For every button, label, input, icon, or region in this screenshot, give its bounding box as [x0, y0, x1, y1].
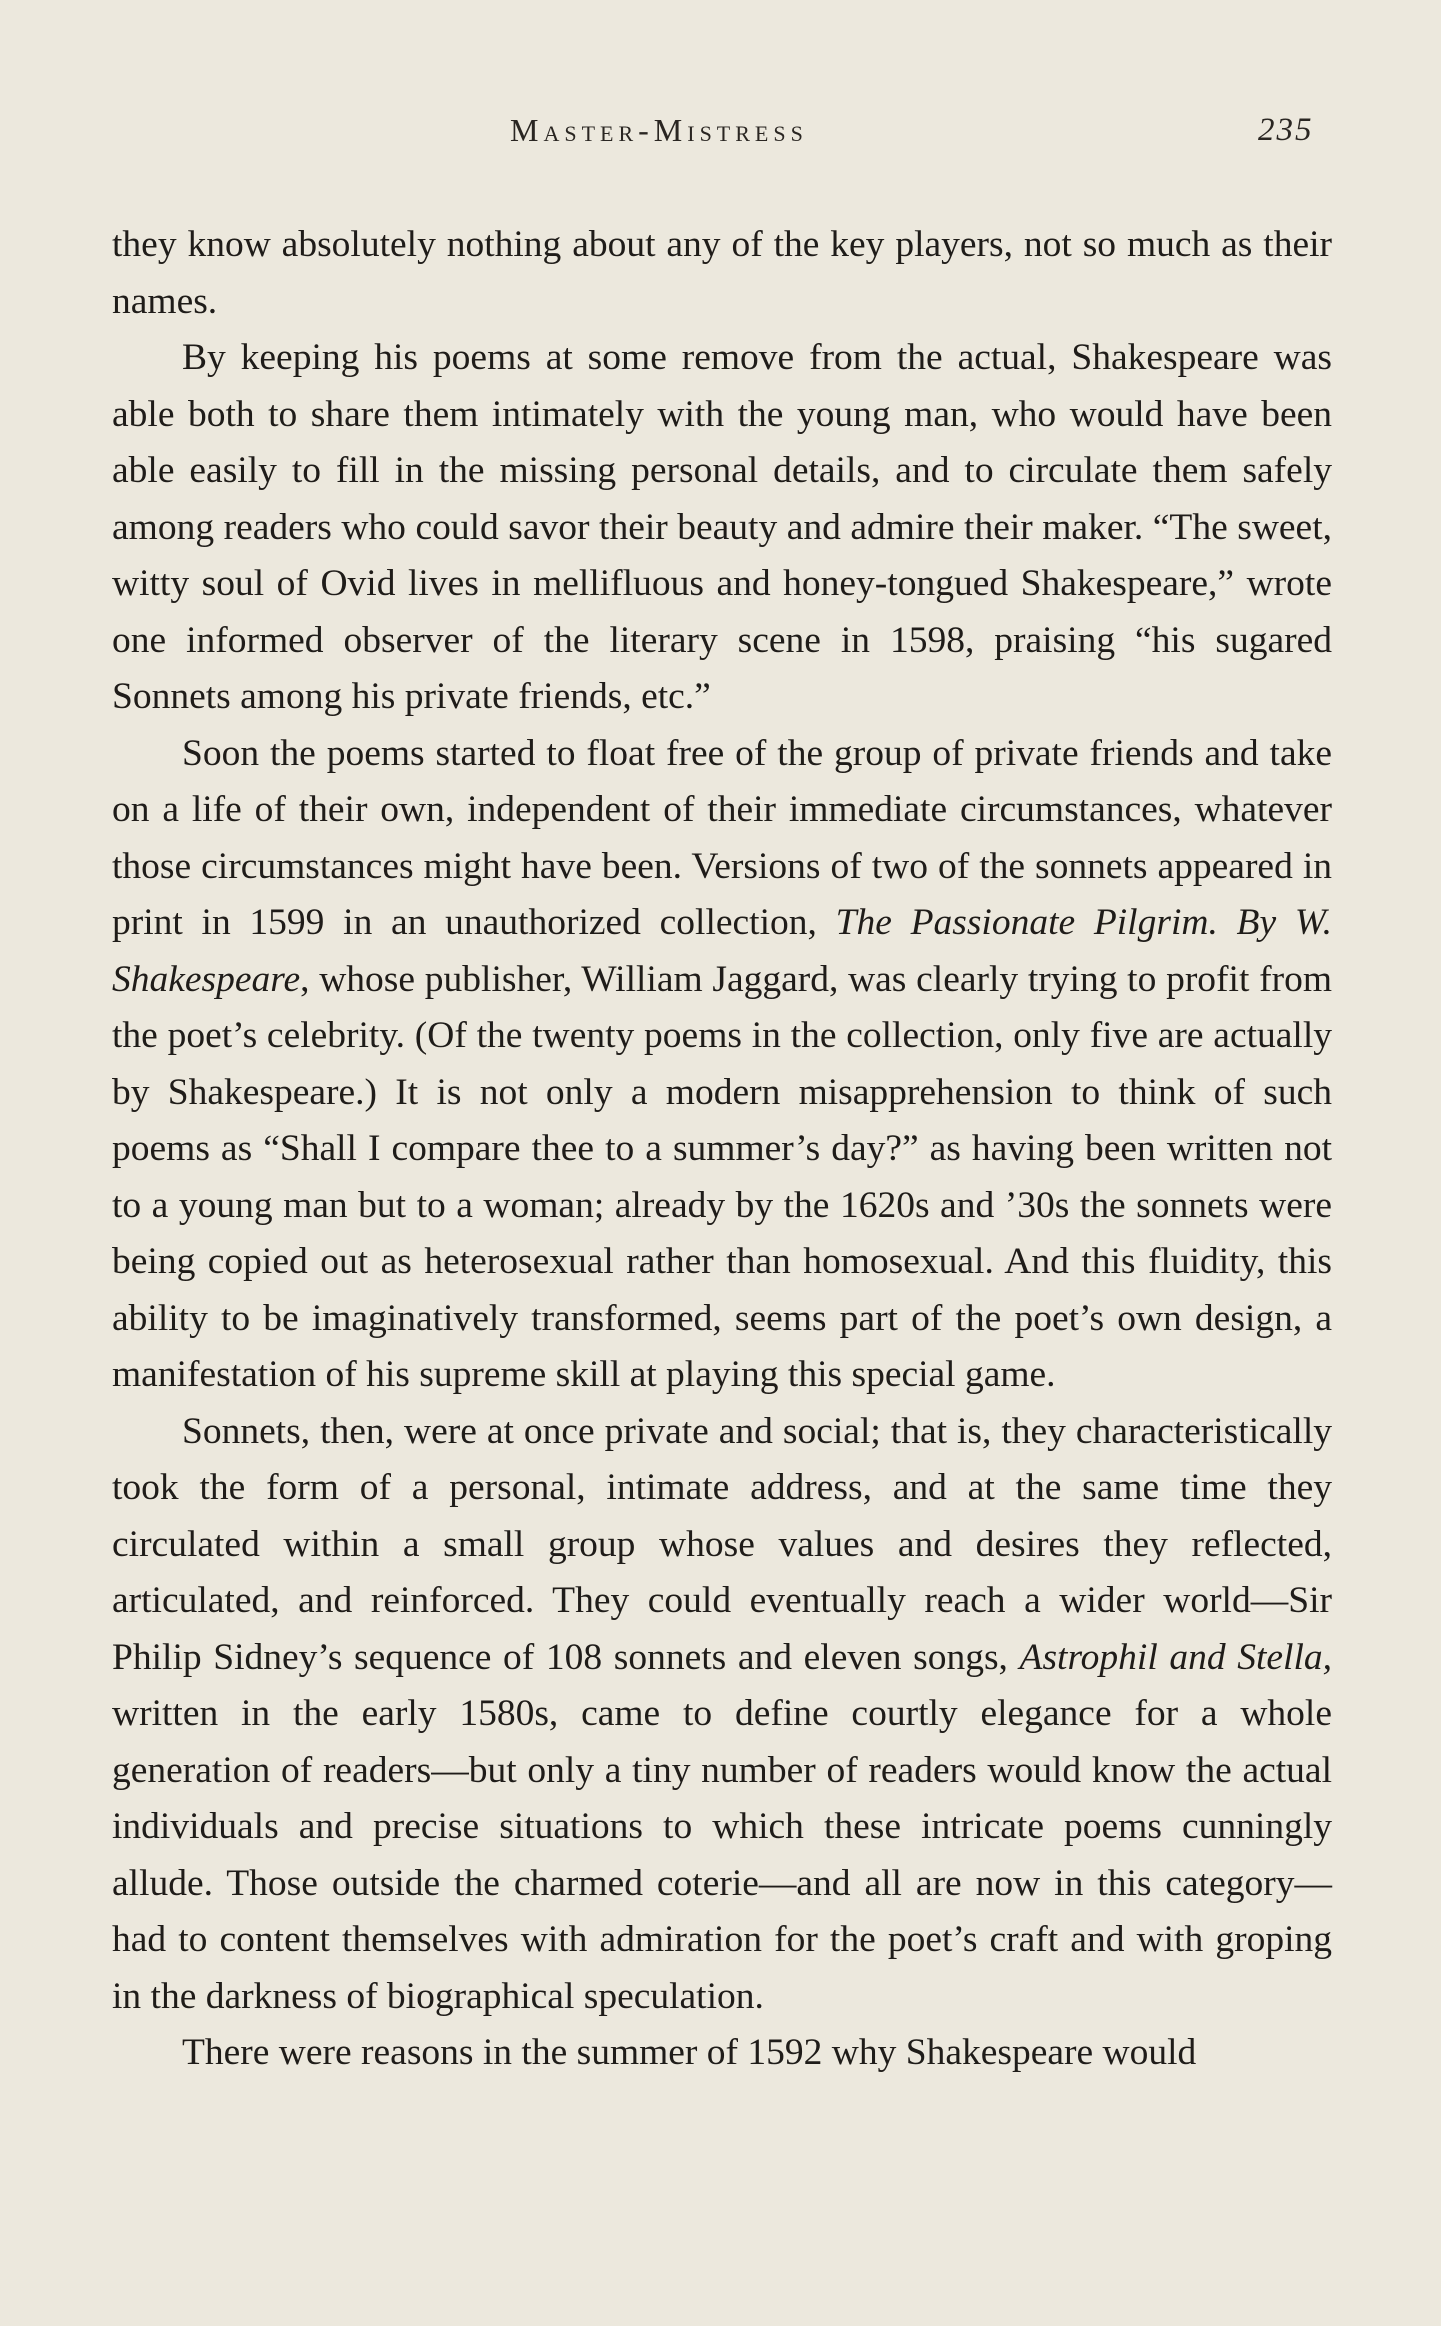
body-text: [112, 217, 1332, 2082]
paragraph-3-text-a: Soon the poems started to float free of the group of private friends and take on a life of their own, independent of their immediate circumstances, whatever those circumstances might have been. Versions of two of the sonnets appeared in print in 1599 in an unauthorized collection,: [112, 732, 1332, 943]
book-title-astrophil-and-stella: Astrophil and Stella,: [1019, 1636, 1333, 1678]
paragraph-3-text-b: , whose publisher, William Jaggard, was clearly trying to profit from the poet’s celebrity. (Of the twenty poems in the collection, only five are actually by Shakespeare.) It is not only a modern misapprehension to think of such poems as “Shall I compare thee to a summer’s day?” as having been written not to a young man but to a woman; already by the 1620s and ’30s the sonnets were being copied out as heterosexual rather than homosexual. And this fluidity, this ability to be imaginatively transformed, seems part of the poet’s own design, a manifestation of his supreme skill at playing this special game.: [112, 958, 1332, 1395]
paragraph-5: There were reasons in the summer of 1592 why Shakespeare would: [182, 2032, 1197, 2073]
page-number: 235: [1258, 112, 1314, 148]
paragraph-2: By keeping his poems at some remove from the actual, Shakespeare was able both to share them intimately with the young man, who would have been able easily to fill in the missing personal details, and to circulate them safely among readers who could savor their beauty and admire their maker. “The sweet, witty soul of Ovid lives in mellifluous and honey-tongued Shakespeare,” wrote one informed observer of the literary scene in 1598, praising “his sugared Sonnets among his private friends, etc.”: [112, 337, 1332, 717]
running-title: Master-Mistress: [510, 112, 808, 148]
paragraph-4-text-a: Sonnets, then, were at once private and social; that is, they characteristically took the form of a personal, intimate address, and at the same time they circulated within a small group whose values and desires they reflected, articulated, and reinforced. They could eventually reach a wider world—Sir Philip Sidney’s sequence of 108 sonnets and eleven songs,: [112, 1410, 1332, 1678]
paragraph-1: they know absolutely nothing about any of the key players, not so much as their names.: [112, 224, 1332, 322]
paragraph-4: [112, 1404, 1332, 2026]
running-head: [0, 112, 1441, 162]
paragraph-4-text-b: written in the early 1580s, came to define courtly elegance for a whole generation of readers—but only a tiny number of readers would know the actual individuals and precise situations to which these intricate poems cunningly allude. Those outside the charmed coterie—and all are now in this category—had to content themselves with admiration for the poet’s craft and with groping in the darkness of biographical speculation.: [112, 1693, 1332, 2017]
paragraph-3: [112, 726, 1332, 1404]
book-title-passionate-pilgrim: The Passionate Pilgrim. By W. Shakespeare: [112, 902, 1332, 1000]
